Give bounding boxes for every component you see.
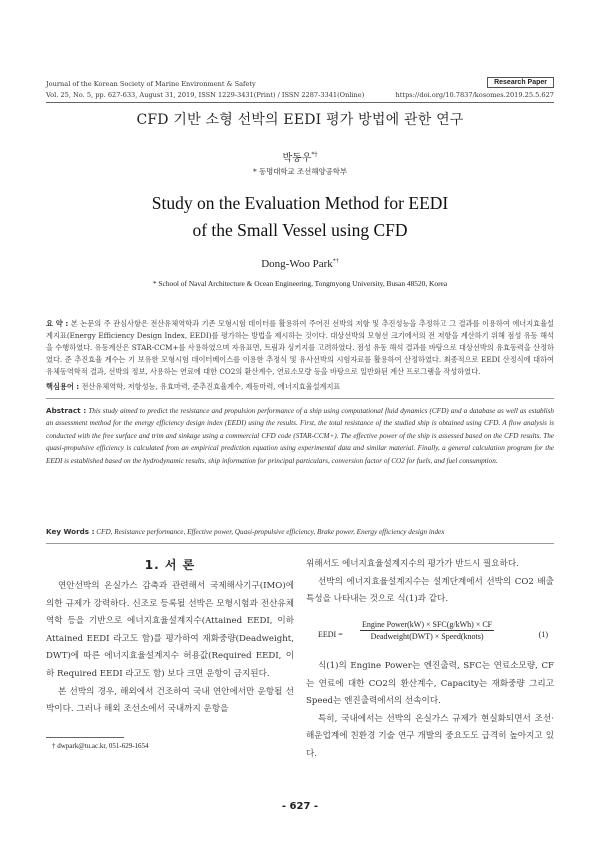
affiliation-english: * School of Naval Architecture & Ocean Engineering, Tongmyong University, Busan 48520, Korea [152,279,448,288]
abstract-korean [46,318,554,378]
equation-lhs: EEDI = [318,630,343,639]
keywords-korean-label: 핵심용어 : [46,382,80,391]
keywords-english [46,526,554,538]
page-number: - 627 - [281,801,319,812]
paragraph: 식(1)의 Engine Power는 엔진출력, SFC는 연료소모량, CF는 연료에 대한 CO2의 환산계수, Capacity는 재화중량 그리고 Speed는 엔진출력에서의 선속이다. [306,661,554,707]
footnote-email: † dwpark@tu.ac.kr, 051-629-1654 [52,742,149,750]
title-english-line2: of the Small Vessel using CFD [192,220,408,240]
author-korean: 박동우*† [282,151,318,164]
right-column-text [306,556,554,609]
body-divider [46,543,554,544]
volume-info: Vol. 25, No. 5, pp. 627-633, August 31, 2019, ISSN 1229-3431(Print) / ISSN 2287-3341(Online) [46,91,365,99]
abstract-english-label: Abstract : [46,406,87,415]
section-heading-introduction: 1. 서 론 [144,558,196,572]
paragraph: 연안선박의 온실가스 감축과 관련해서 국제해사기구(IMO)에 의한 규제가 강력하다. 신조로 등록될 선박은 모형시험과 전산유체역학 등을 기반으로 에너지효율설계지수(Attained EEDI, 이하 Attained EEDI 라고도 함)를 평가하여 재화중량(Deadweight, DWT)에 따른 에너지효율설계지수 허용값(Required EEDI, 이하 Required EEDI 라고도 함) 보다 크면 운항이 금지된다. [46,581,294,679]
paragraph: 특히, 국내에서는 선박의 온실가스 규제가 현실화되면서 조선·해운업계에 친환경 기술 연구 개발의 중요도도 급격히 높아지고 있다. [306,713,554,759]
abstract-english [46,405,554,467]
abstract-korean-label: 요 약 : [46,319,69,328]
article-type-badge: Research Paper [487,77,554,88]
equation-numerator: Engine Power(kW) × SFC(g/kWh) × CF [362,620,493,629]
journal-name: Journal of the Korean Society of Marine Environment & Safety [46,80,256,88]
right-column-text-2 [306,658,554,764]
title-korean: CFD 기반 소형 선박의 EEDI 평가 방법에 관한 연구 [136,112,464,128]
header-rule [46,102,554,103]
equation-denominator: Deadweight(DWT) × Speed(knots) [370,632,484,641]
affiliation-korean: * 동명대학교 조선해양공학부 [252,167,348,176]
paragraph: 본 선박의 경우, 해외에서 건조하여 국내 연안에서만 운항될 선박이다. 그러나 해외 조선소에서 국내까지 운항을 [46,686,294,715]
paragraph: 위해서도 에너지효율설계지수의 평가가 반드시 필요하다. [306,559,519,569]
paragraph: 선박의 에너지효율설계지수는 설계단계에서 선박의 CO2 배출특성을 나타내는 것으로 식(1)과 같다. [306,576,554,605]
title-english-line1: Study on the Evaluation Method for EEDI [151,193,449,213]
keywords-korean [46,381,554,393]
footnote-rule [46,737,124,738]
keywords-english-text: CFD, Resistance performance, Effective power, Quasi-propulsive efficiency, Brake power, Energy efficiency design index [96,528,445,536]
abstract-korean-text: 본 논문의 주 관심사항은 전산유체역학과 기존 모형시험 데이터를 활용하여 주어진 선박의 저항 및 추진성능을 추정하고 그 결과를 이용하여 에너지효율설계지표(Energy Efficiency Design Index, EEDI)를 평가하는 방법을 제시하는 것이다. 대상선박의 모형선 크기에서의 전 저항을 계산하기 위해 점성 유동 해석을 수행하였다. 유동계산은 STAR-CCM+를 사용하였으며 자유표면, 트림과 싱키지를 고려하였다. 점성 유동 해석 결과를 바탕으로 대상선박의 유효동력을 산정하였다. 준 추진효율 계수는 기 보유한 모형시험 데이터베이스를 이용한 추정식 및 유사선박의 시험자료를 활용하여 산정하였다. 최종적으로 EEDI 산정식에 대하여 유체동역학적 결과, 선박의 정보, 사용하는 연료에 대한 CO2의 환산계수, 연료소모량 등을 바탕으로 일반화된 계산 프로그램을 작성하였다. [46,319,554,376]
abstract-divider [46,398,554,399]
doi-link[interactable]: https://doi.org/10.7837/kosomes.2019.25.5.627 [395,91,554,99]
keywords-korean-text: 전산유체역학, 저항성능, 유효마력, 준추진효율계수, 제동마력, 에너지효율설계지표 [81,382,341,391]
abstract-english-text: This study aimed to predict the resistance and propulsion performance of a ship using computational fluid dynamics (CFD) and a database as well as establish an assessment method for the energy efficiency design index (EEDI) using the results. First, the total resistance of the studied ship is obtained using CFD. A flow analysis is conducted with the free surface and trim and sinkage using a commercial CFD code (STAR-CCM+). The effective power of the ship is assessed based on the CFD results. The quasi-propulsive efficiency is calculated from an empirical prediction equation using experimental data and similar material. Finally, a general calculation program for the EEDI is established based on the hydrodynamic results, ship information for principal particulars, conversion factor of CO2 for fuels, and fuel consumption. [46,407,555,465]
left-column-text [46,578,294,719]
equation-number: (1) [538,630,548,639]
keywords-english-label: Key Words : [46,527,95,536]
author-english: Dong-Woo Park*† [261,258,339,270]
equation-eedi [306,620,554,654]
equation-fraction [360,620,494,641]
